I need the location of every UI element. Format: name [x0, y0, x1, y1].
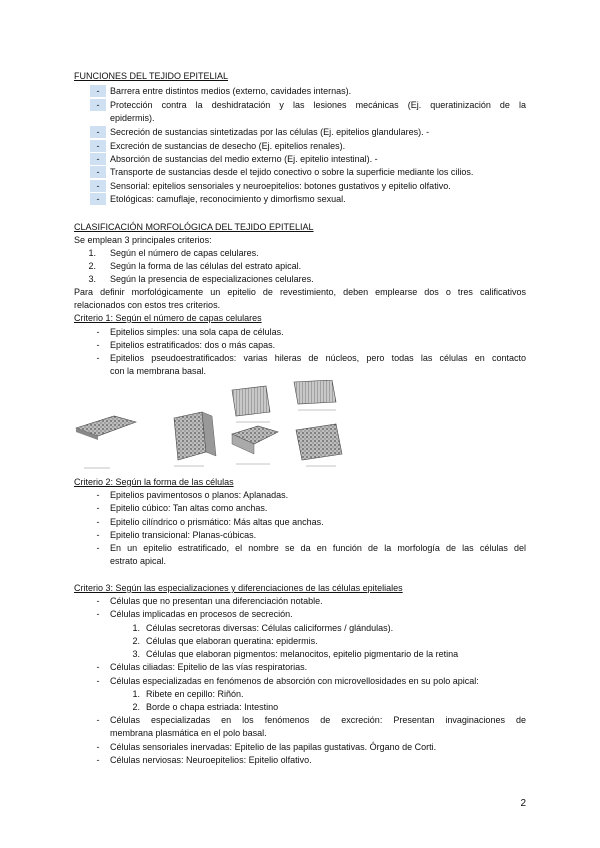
criterio2-item: Epitelio cúbico: Tan altas como anchas. [110, 503, 268, 513]
bullet-dash: - [96, 340, 100, 350]
paragraph-line: Para definir morfológicamente un epitelio de revestimiento, deben emplearse dos o tres calificativos [74, 287, 526, 297]
function-item: Excreción de sustancias de desecho (Ej. epitelios renales). [110, 141, 346, 151]
bullet-dash: - [96, 490, 100, 500]
criterio3-item: Células ciliadas: Epitelio de las vías respiratorias. [110, 662, 308, 672]
bullet-dash: - [96, 353, 100, 363]
bullet-dash: - [96, 715, 100, 725]
criteria-item: Según el número de capas celulares. [110, 248, 259, 258]
list-number: 2. [132, 636, 140, 646]
function-item: Barrera entre distintos medios (externo, cavidades internas). [110, 86, 352, 96]
criterio2-item-continuation: estrato apical. [110, 556, 167, 566]
function-item: Transporte de sustancias desde el tejido conectivo o sobre la superficie mediante los cilios. [110, 167, 474, 177]
criterio3-item: Células sensoriales inervadas: Epitelio de las papilas gustativas. Órgano de Corti. [110, 742, 437, 752]
page-number: 2 [520, 798, 526, 809]
epithelium-drawing [74, 380, 404, 472]
criterio1-heading: Criterio 1: Según el número de capas celulares [74, 313, 262, 323]
criterio3-item-continuation: membrana plasmática en el polo basal. [110, 728, 267, 738]
criterio2-item: Epitelio transicional: Planas-cúbicas. [110, 530, 257, 540]
function-item: Sensorial: epitelios sensoriales y neuroepitelios: botones gustativos y epitelio olfativo. [110, 181, 451, 191]
bullet-dash: - [96, 327, 100, 337]
bullet-dash: - [96, 543, 100, 553]
bullet-dash: - [96, 86, 100, 96]
paragraph-line: relacionados con estos tres criterios. [74, 300, 221, 310]
stratified-epithelium-shape [174, 412, 206, 460]
bullet-dash: - [96, 194, 100, 204]
list-number: 2. [88, 261, 96, 271]
criterio1-item: Epitelios pseudoestratificados: varias hileras de núcleos, pero todas las células en contacto [110, 353, 526, 363]
function-item: Etológicas: camuflaje, reconocimiento y dimorfismo sexual. [110, 194, 346, 204]
criterio1-item: Epitelios estratificados: dos o más capas. [110, 340, 276, 350]
bullet-dash: - [96, 100, 100, 110]
section-heading-clasificacion: CLASIFICACIÓN MORFOLÓGICA DEL TEJIDO EPITELIAL [74, 222, 314, 232]
criterio2-item: Epitelio cilíndrico o prismático: Más altas que anchas. [110, 517, 324, 527]
criterio2-item: En un epitelio estratificado, el nombre se da en función de la morfología de las células del [110, 543, 526, 553]
bullet-dash: - [96, 517, 100, 527]
criterio3-subitem: Células que elaboran pigmentos: melanocitos, epitelio pigmentario de la retina [146, 649, 459, 659]
criterio2-heading: Criterio 2: Según la forma de las células [74, 477, 234, 487]
function-item: Protección contra la deshidratación y las lesiones mecánicas (Ej. queratinización de la [110, 100, 526, 110]
bullet-dash: - [96, 530, 100, 540]
list-number: 2. [132, 702, 140, 712]
transitional-epithelium-shape [296, 424, 342, 460]
function-item-continuation: epidermis). [110, 113, 155, 123]
section-heading-funciones: FUNCIONES DEL TEJIDO EPITELIAL [74, 71, 229, 81]
list-number: 1. [132, 689, 140, 699]
criterio3-subitem: Borde o chapa estriada: Intestino [146, 702, 279, 712]
list-number: 3. [132, 649, 140, 659]
function-item: Secreción de sustancias sintetizadas por las células (Ej. epitelios glandulares). - [110, 127, 430, 137]
criterio3-subitem: Células secretoras diversas: Células caliciformes / glándulas). [146, 623, 394, 633]
criterio2-item: Epitelios pavimentosos o planos: Aplanadas. [110, 490, 289, 500]
criterio3-item: Células nerviosas: Neuroepitelios: Epitelio olfativo. [110, 755, 312, 765]
bullet-dash: - [96, 141, 100, 151]
criterio3-subitem: Ribete en cepillo: Riñón. [146, 689, 244, 699]
function-item: Absorción de sustancias del medio externo (Ej. epitelio intestinal). - [110, 154, 378, 164]
criteria-item: Según la forma de las células del estrato apical. [110, 261, 302, 271]
criterio1-item: Epitelios simples: una sola capa de células. [110, 327, 284, 337]
criteria-item: Según la presencia de especializaciones celulares. [110, 274, 314, 284]
bullet-dash: - [96, 181, 100, 191]
list-number: 3. [88, 274, 96, 284]
bullet-dash: - [96, 596, 100, 606]
bullet-dash: - [96, 167, 100, 177]
intro-text: Se emplean 3 principales criterios: [74, 235, 212, 245]
bullet-dash: - [96, 755, 100, 765]
list-number: 1. [132, 623, 140, 633]
criterio3-heading: Criterio 3: Según las especializaciones y diferenciaciones de las células epiteliales [74, 583, 403, 593]
criterio3-subitem: Células que elaboran queratina: epidermis. [146, 636, 318, 646]
criterio1-item-continuation: con la membrana basal. [110, 366, 207, 376]
criterio3-item: Células que no presentan una diferenciación notable. [110, 596, 323, 606]
bullet-dash: - [96, 676, 100, 686]
bullet-dash: - [96, 127, 100, 137]
bullet-dash: - [96, 662, 100, 672]
criterio3-item: Células especializadas en los fenómenos de excreción: Presentan invaginaciones de [110, 715, 526, 725]
epithelium-illustrations [74, 380, 404, 472]
list-number: 1. [88, 248, 96, 258]
criterio3-item: Células especializadas en fenómenos de absorción con microvellosidades en su polo apical: [110, 676, 479, 686]
columnar-epithelium-shape [232, 386, 270, 416]
bullet-dash: - [96, 609, 100, 619]
pseudostratified-epithelium-shape [294, 380, 336, 404]
bullet-dash: - [96, 154, 100, 164]
criterio3-item: Células implicadas en procesos de secreción. [110, 609, 293, 619]
bullet-dash: - [96, 503, 100, 513]
bullet-dash: - [96, 742, 100, 752]
